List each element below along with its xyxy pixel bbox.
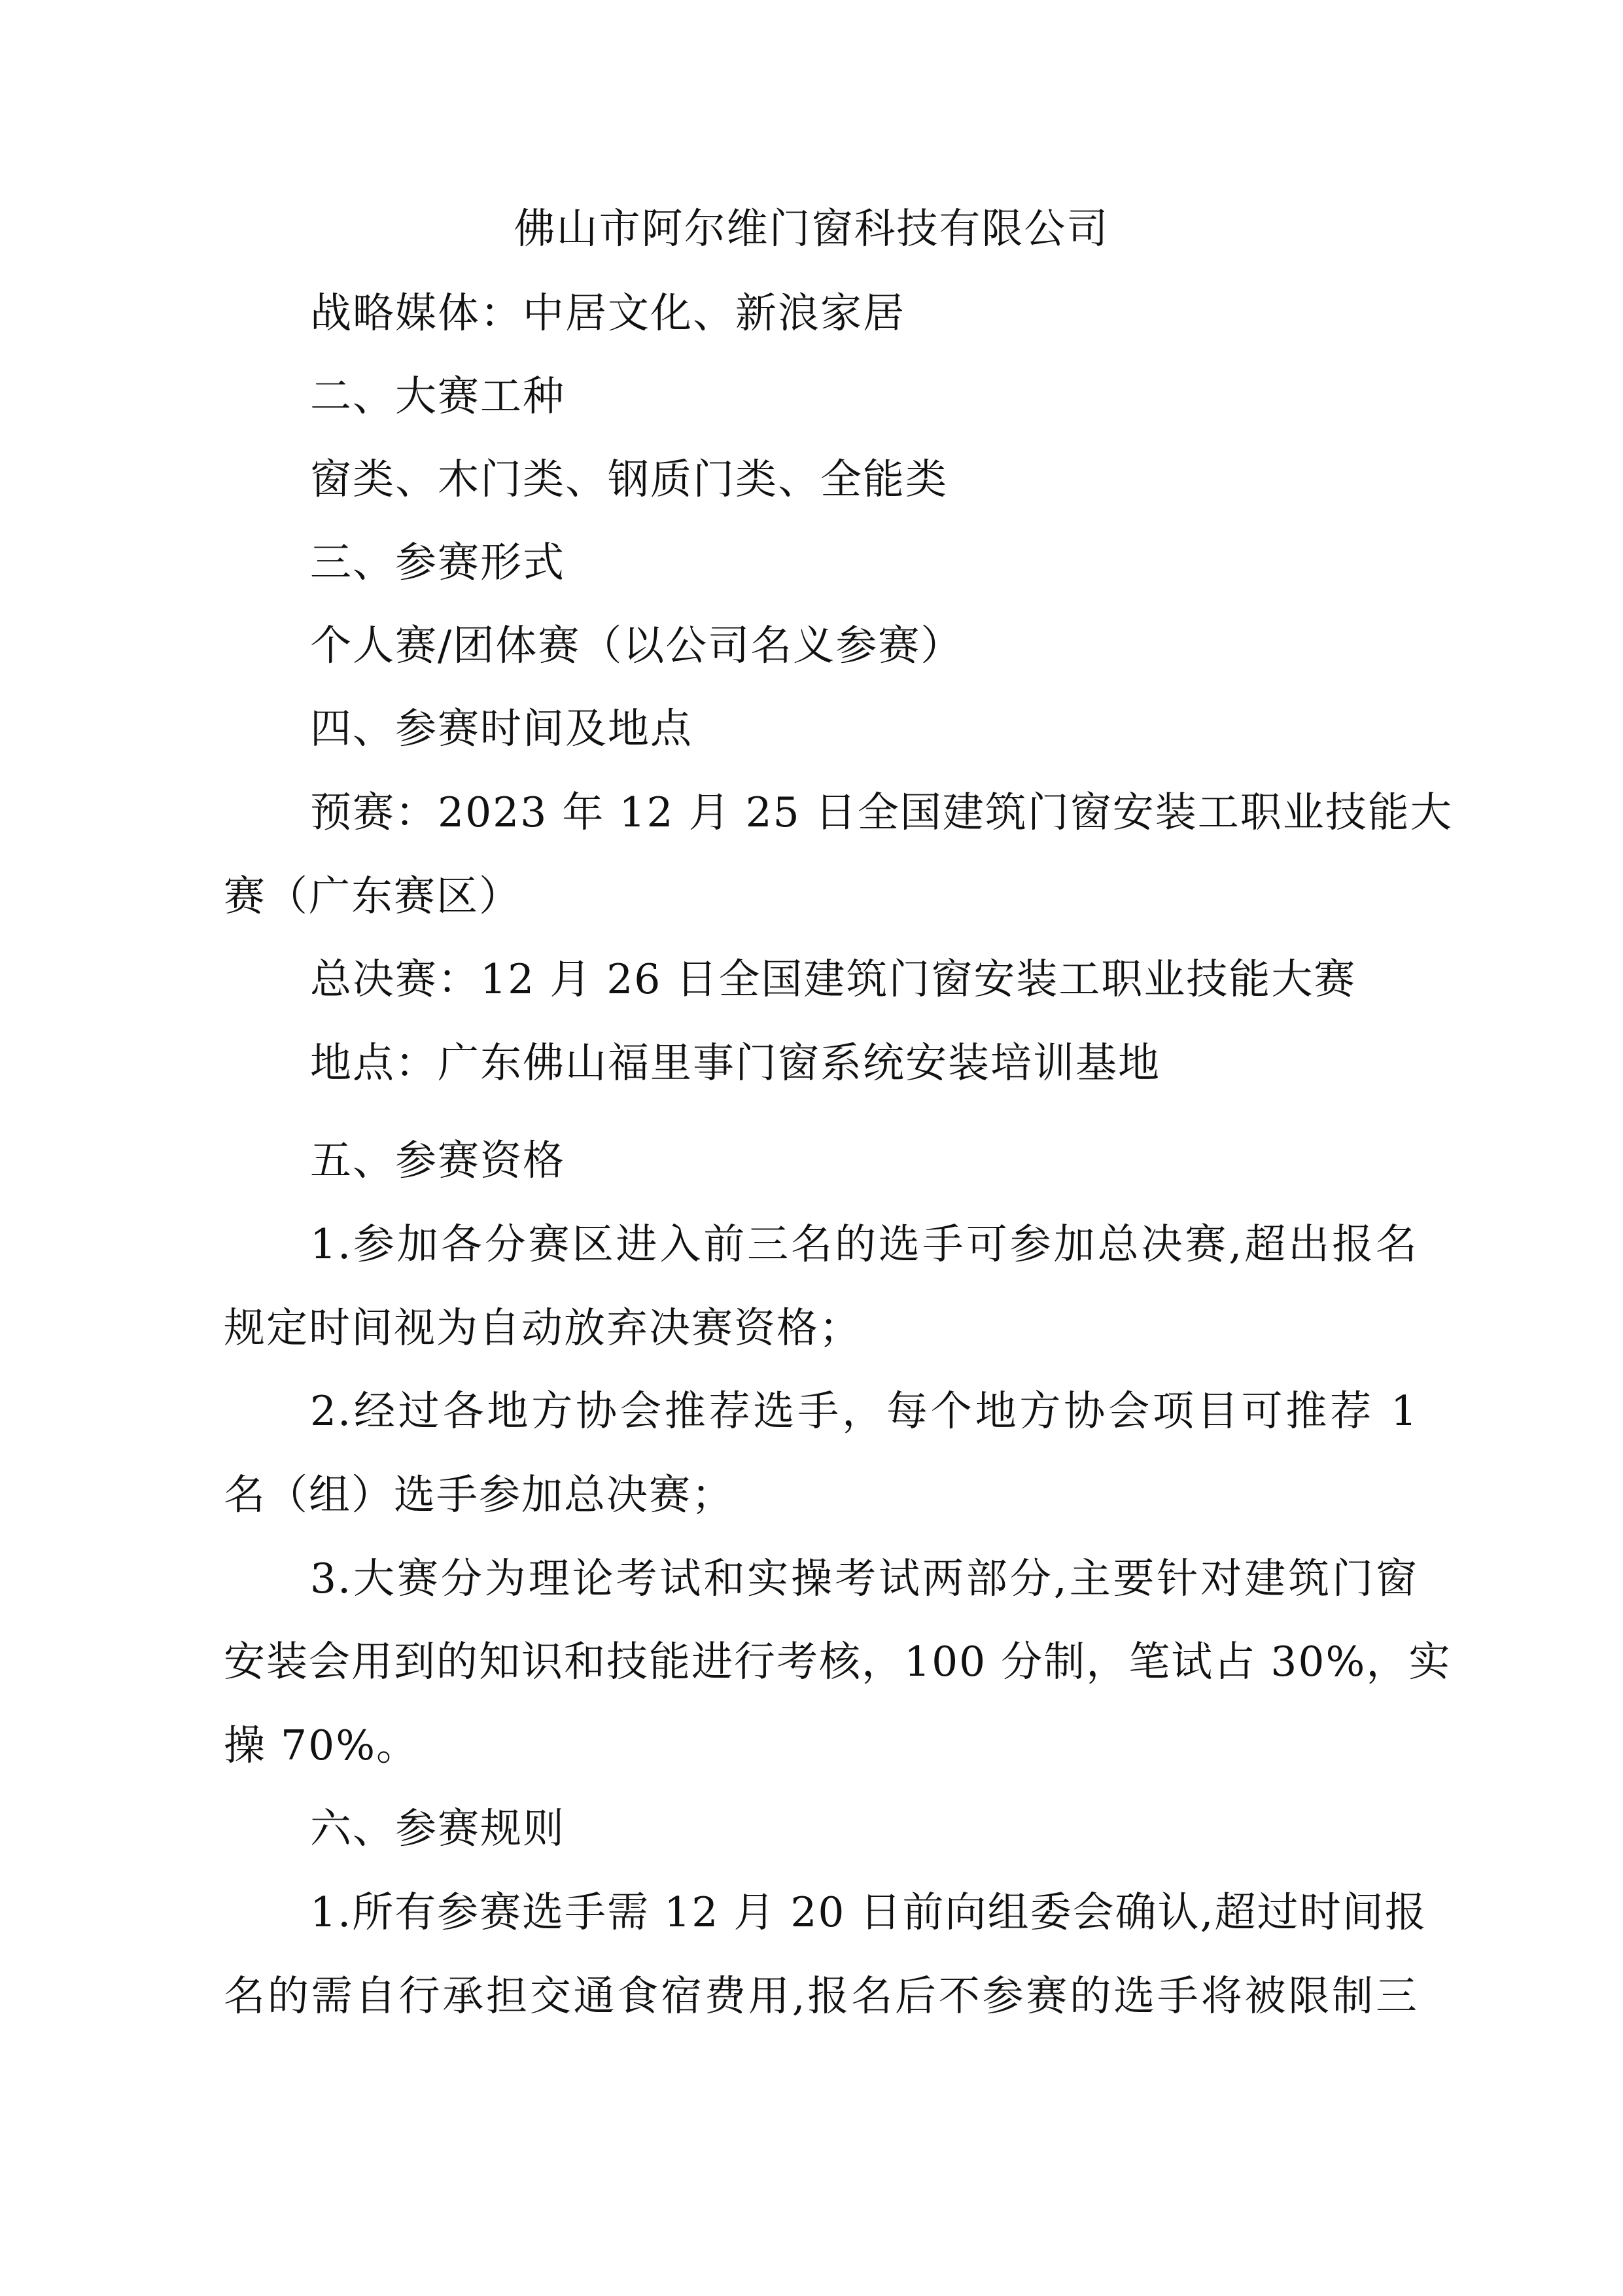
qualification-item-1-line-1: 1.参加各分赛区进入前三名的选手可参加总决赛,超出报名 (310, 1220, 1418, 1268)
section-heading-4: 四、参赛时间及地点 (310, 705, 693, 752)
prelim-line-1: 预赛：2023 年 12 月 25 日全国建筑门窗安装工职业技能大 (310, 788, 1453, 836)
qualification-item-2-line-1: 2.经过各地方协会推荐选手，每个地方协会项目可推荐 1 (310, 1387, 1418, 1435)
qualification-item-1-line-2: 规定时间视为自动放弃决赛资格； (224, 1304, 862, 1352)
rules-item-1-line-2: 名的需自行承担交通食宿费用,报名后不参赛的选手将被限制三 (224, 1972, 1418, 2020)
venue-line: 地点：广东佛山福里事门窗系统安装培训基地 (310, 1039, 1161, 1087)
qualification-item-3-line-3: 操 70%。 (224, 1722, 419, 1769)
section-2-content: 窗类、木门类、钢质门类、全能类 (310, 455, 948, 503)
organizer-line: 佛山市阿尔维门窗科技有限公司 (514, 205, 1109, 253)
final-line: 总决赛：12 月 26 日全国建筑门窗安装工职业技能大赛 (310, 955, 1357, 1003)
qualification-item-3-line-1: 3.大赛分为理论考试和实操考试两部分,主要针对建筑门窗 (310, 1555, 1418, 1602)
qualification-item-2-line-2: 名（组）选手参加总决赛； (224, 1471, 734, 1519)
media-line: 战略媒体：中居文化、新浪家居 (310, 289, 905, 337)
section-heading-6: 六、参赛规则 (310, 1805, 565, 1852)
section-3-content: 个人赛/团体赛（以公司名义参赛） (310, 622, 964, 669)
section-heading-3: 三、参赛形式 (310, 539, 565, 586)
rules-item-1-line-1: 1.所有参赛选手需 12 月 20 日前向组委会确认,超过时间报 (310, 1888, 1427, 1936)
section-heading-2: 二、大赛工种 (310, 372, 565, 420)
qualification-item-3-line-2: 安装会用到的知识和技能进行考核，100 分制，笔试占 30%，实 (224, 1638, 1452, 1686)
section-heading-5: 五、参赛资格 (310, 1137, 565, 1184)
prelim-line-2: 赛（广东赛区） (224, 872, 521, 920)
